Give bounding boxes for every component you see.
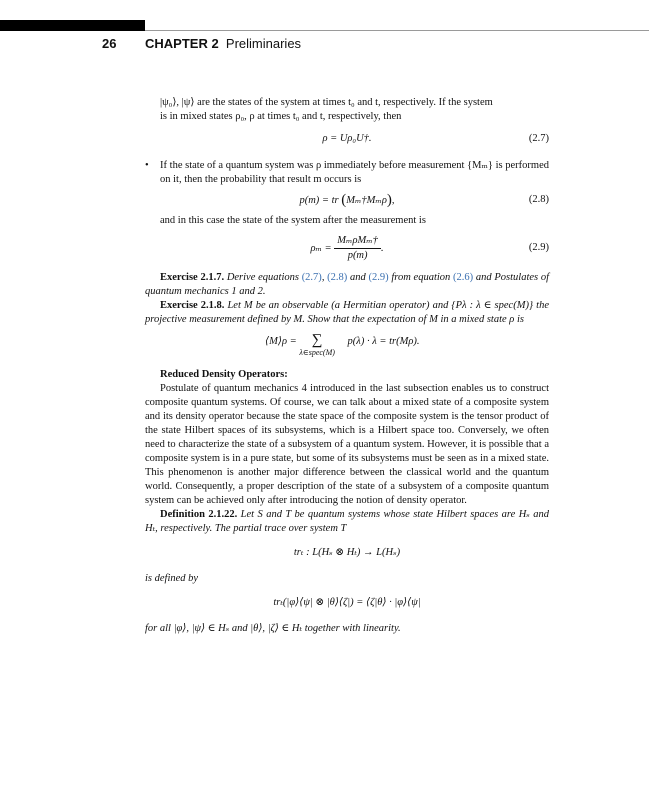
bullet-item	[145, 159, 549, 187]
equation-2-7	[145, 132, 549, 146]
section-heading: Reduced Density Operators:	[160, 369, 288, 380]
exercise-text: and	[350, 272, 366, 283]
page-number: 26	[102, 36, 117, 51]
equation-number: (2.9)	[528, 242, 549, 253]
equation-2-8: p(m) = tr (Mₘ†Mₘρ), (2.8)	[299, 192, 549, 208]
equation-partial-trace	[145, 546, 549, 560]
equation-link[interactable]: (2.6)	[453, 272, 474, 283]
bullet-dot-icon: •	[145, 160, 149, 171]
equation-tail: ,	[391, 195, 395, 206]
equation-inner: Mₘ†Mₘρ	[346, 195, 387, 206]
chapter-title	[145, 36, 301, 51]
fraction-numerator: MₘρMₘ†	[334, 234, 381, 249]
definition-text: Let S and T be quantum systems whose state Hilbert spaces are Hₛ and Hₜ, respectively. The partial trace over system T	[145, 509, 549, 534]
definition-2-1-22	[145, 508, 549, 536]
equation-expression: ρ = Uρ₀U†.	[322, 133, 372, 144]
paragraph-line: is in mixed states ρ₀, ρ at times t₀ and t, respectively, then	[160, 111, 402, 122]
equation-2-9	[145, 234, 549, 263]
equation-expression: trₜ : L(Hₛ ⊗ Hₜ) → L(Hₛ)	[293, 547, 401, 558]
equation-tail: .	[380, 242, 384, 254]
equation-rhs: p(λ) · λ = tr(Mρ).	[347, 336, 420, 347]
header-black-bar	[0, 20, 145, 31]
equation-link[interactable]: (2.8)	[327, 272, 348, 283]
paragraph-line: |ψ₀⟩, |ψ⟩ are the states of the system at times t₀ and t, respectively. If the system	[160, 97, 493, 108]
sigma-icon: ∑	[311, 332, 323, 348]
equation-number: (2.7)	[528, 133, 549, 144]
fraction-denominator: p(m)	[347, 250, 368, 261]
fraction	[334, 234, 381, 263]
paragraph: and in this case the state of the system after the measurement is	[160, 215, 426, 226]
exercise-text: Let M be an observable (a Hermitian operator) and {Pλ : λ ∈ spec(M)} the projective measurement defined by M. Show that the expectation of M in a mixed state ρ is	[145, 300, 550, 325]
equation-lhs: p(m) = tr	[299, 195, 339, 206]
page-body	[145, 96, 549, 636]
exercise-text: from equation	[391, 272, 451, 283]
exercise-label: Exercise 2.1.7.	[160, 272, 225, 283]
definition-label: Definition 2.1.22.	[160, 509, 238, 520]
equation-expression: trₜ(|φ⟩⟨ψ| ⊗ |θ⟩⟨ζ|) = ⟨ζ|θ⟩ · |φ⟩⟨ψ|	[273, 597, 421, 608]
equation-expectation	[145, 333, 549, 358]
chapter-name: Preliminaries	[225, 36, 302, 51]
equation-trace-definition	[145, 596, 549, 610]
chapter-label: CHAPTER 2	[145, 36, 219, 51]
exercise-2-1-8	[145, 299, 549, 327]
summation	[299, 333, 335, 358]
equation-lhs: ⟨M⟩ρ =	[265, 336, 297, 347]
header-rule	[145, 30, 649, 31]
equation-number: (2.8)	[528, 194, 549, 205]
summation-index: λ∈spec(M)	[299, 348, 335, 357]
exercise-text: Derive equations	[226, 272, 299, 283]
paragraph-line: for all |φ⟩, |ψ⟩ ∈ Hₛ and |θ⟩, |ζ⟩ ∈ Hₜ together with linearity.	[145, 623, 401, 634]
equation-link[interactable]: (2.9)	[368, 272, 389, 283]
paragraph-line: is defined by	[145, 573, 199, 584]
bullet-text: If the state of a quantum system was ρ immediately before measurement {Mₘ} is performed on it, then the probability that result m occurs is	[160, 160, 549, 185]
exercise-label: Exercise 2.1.8.	[160, 300, 225, 311]
paragraph: Postulate of quantum mechanics 4 introduced in the last subsection enables us to construct composite quantum systems. Of course, we can talk about a mixed state of a composite system and its density operator because the state space of the composite system is the tensor product of the state Hilbert spaces of its subsystems, which is a Hilbert space too. Conversely, we often need to characterize the state of a subsystem of a quantum system. However, it is possible that a composite system is in a pure state, but some of its subsystems must be seen as in a mixed state. This phenomenon is another major difference between the classical world and the quantum world. Consequently, a proper description of the state of a subsystem of a composite quantum system can be achieved only after introducing the notion of density operator.	[145, 383, 549, 506]
exercise-2-1-7: Exercise 2.1.7. Derive equations (2.7), (2.8) and (2.9) from equation (2.6) and Postulates of quantum mechanics 1 and 2.	[145, 272, 550, 297]
equation-lhs: ρₘ =	[310, 242, 332, 254]
equation-link[interactable]: (2.7)	[301, 272, 322, 283]
exercise-text: and Postulates of quantum mechanics 1 and 2.	[145, 272, 550, 297]
